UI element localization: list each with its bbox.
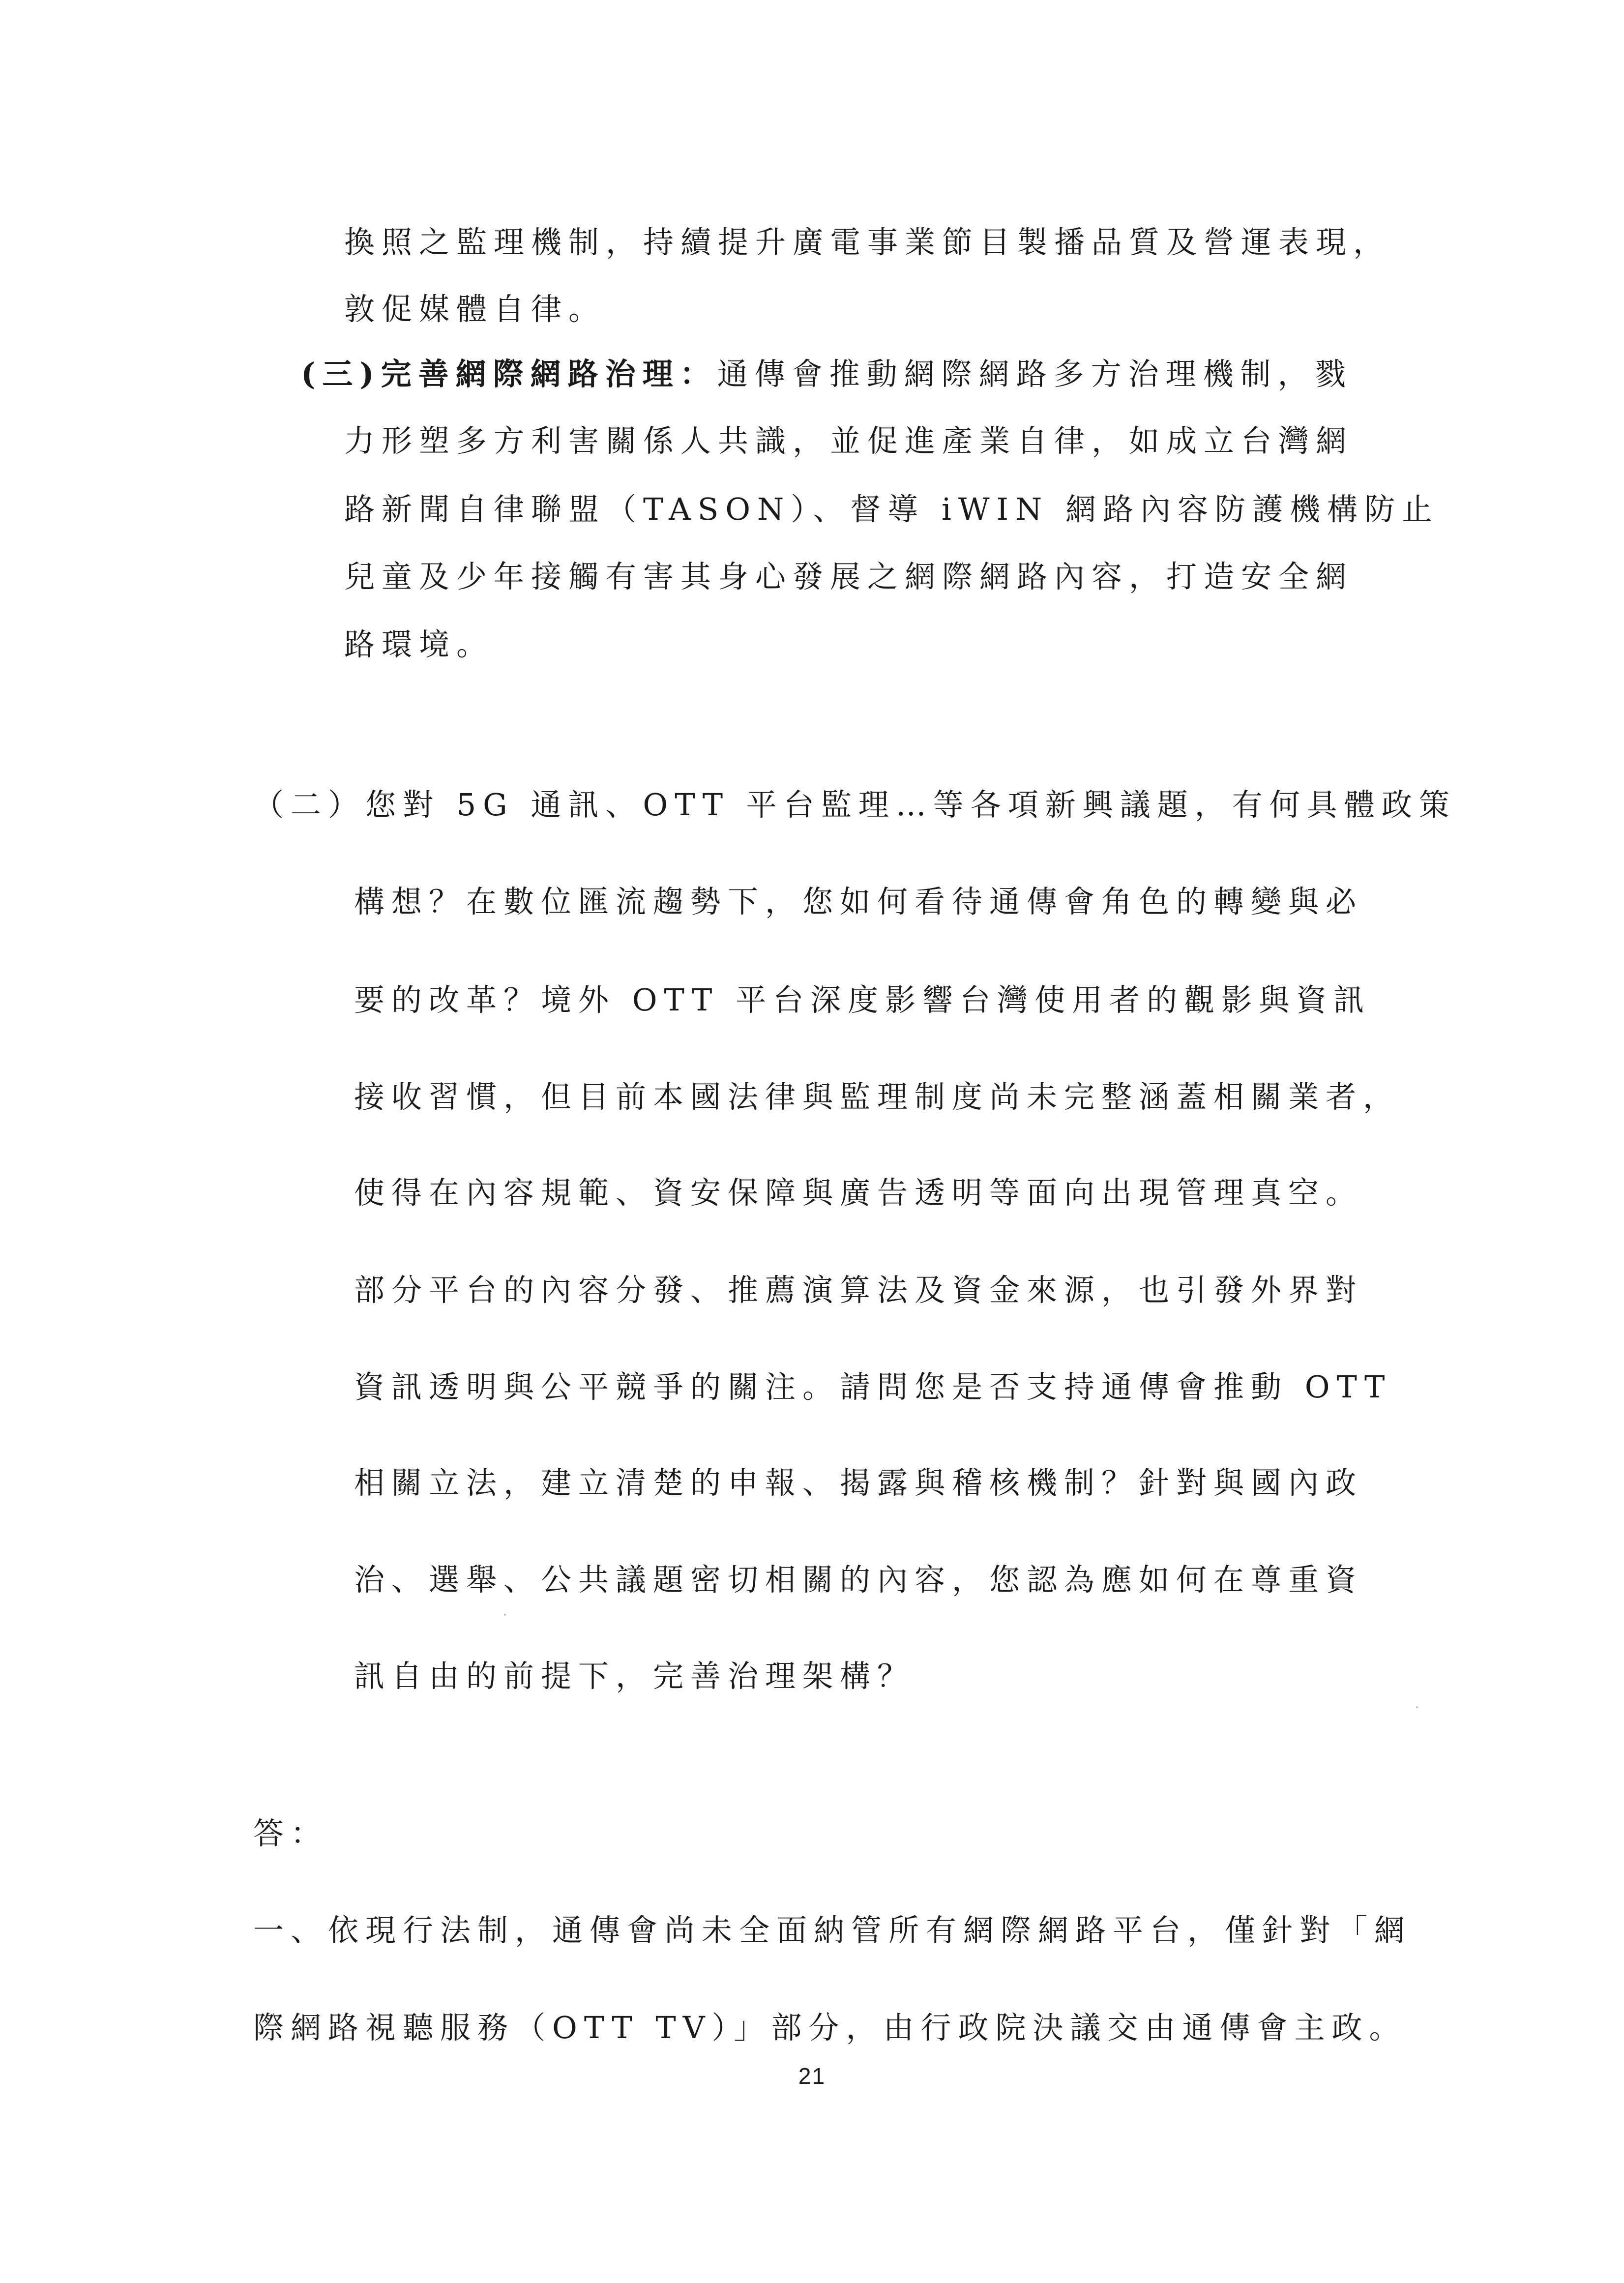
answer-line: 一、依現行法制，通傳會尚未全面納管所有網際網路平台，僅針對「網	[253, 1912, 1412, 1948]
question-line: 部分平台的內容分發、推薦演算法及資金來源，也引發外界對	[354, 1272, 1363, 1308]
question-line: 接收習慣，但目前本國法律與監理制度尚未完整涵蓋相關業者，	[354, 1079, 1401, 1115]
paragraph-line: 換照之監理機制，持續提升廣電事業節目製播品質及營運表現，	[344, 224, 1391, 260]
paragraph-line: 敦促媒體自律。	[344, 291, 606, 327]
item-3-line	[301, 356, 1353, 392]
page-number: 21	[798, 2063, 826, 2089]
question-line: 治、選舉、公共議題密切相關的內容，您認為應如何在尊重資	[354, 1562, 1363, 1598]
answer-line: 際網路視聽服務（OTT TV）」部分，由行政院決議交由通傳會主政。	[253, 2010, 1407, 2046]
question-line: 構想？在數位匯流趨勢下，您如何看待通傳會角色的轉變與必	[354, 884, 1363, 919]
paragraph-line: 路新聞自律聯盟（TASON）、督導 iWIN 網路內容防護機構防止	[344, 491, 1440, 527]
answer-label: 答：	[253, 1815, 328, 1851]
paragraph-line: 路環境。	[344, 626, 494, 662]
item-3-text: 通傳會推動網際網路多方治理機制，戮	[717, 356, 1353, 392]
question-line: （二）您對 5G 通訊、OTT 平台監理…等各項新興議題，有何具體政策	[253, 787, 1456, 823]
question-line: 相關立法，建立清楚的申報、揭露與稽核機制？針對與國內政	[354, 1465, 1363, 1501]
question-line: 訊自由的前提下，完善治理架構？	[354, 1658, 915, 1694]
question-line: 使得在內容規範、資安保障與廣告透明等面向出現管理真空。	[354, 1175, 1363, 1211]
question-line: 資訊透明與公平競爭的關注。請問您是否支持通傳會推動 OTT	[354, 1369, 1392, 1405]
paragraph-line: 力形塑多方利害關係人共識，並促進產業自律，如成立台灣網	[344, 423, 1354, 459]
paragraph-line: 兒童及少年接觸有害其身心發展之網際網路內容，打造安全網	[344, 559, 1354, 594]
scan-speck	[1416, 1706, 1418, 1708]
item-3-heading: (三)完善網際網路治理：	[301, 356, 717, 392]
question-line: 要的改革？境外 OTT 平台深度影響台灣使用者的觀影與資訊	[354, 982, 1371, 1018]
scan-speck	[504, 1614, 506, 1616]
